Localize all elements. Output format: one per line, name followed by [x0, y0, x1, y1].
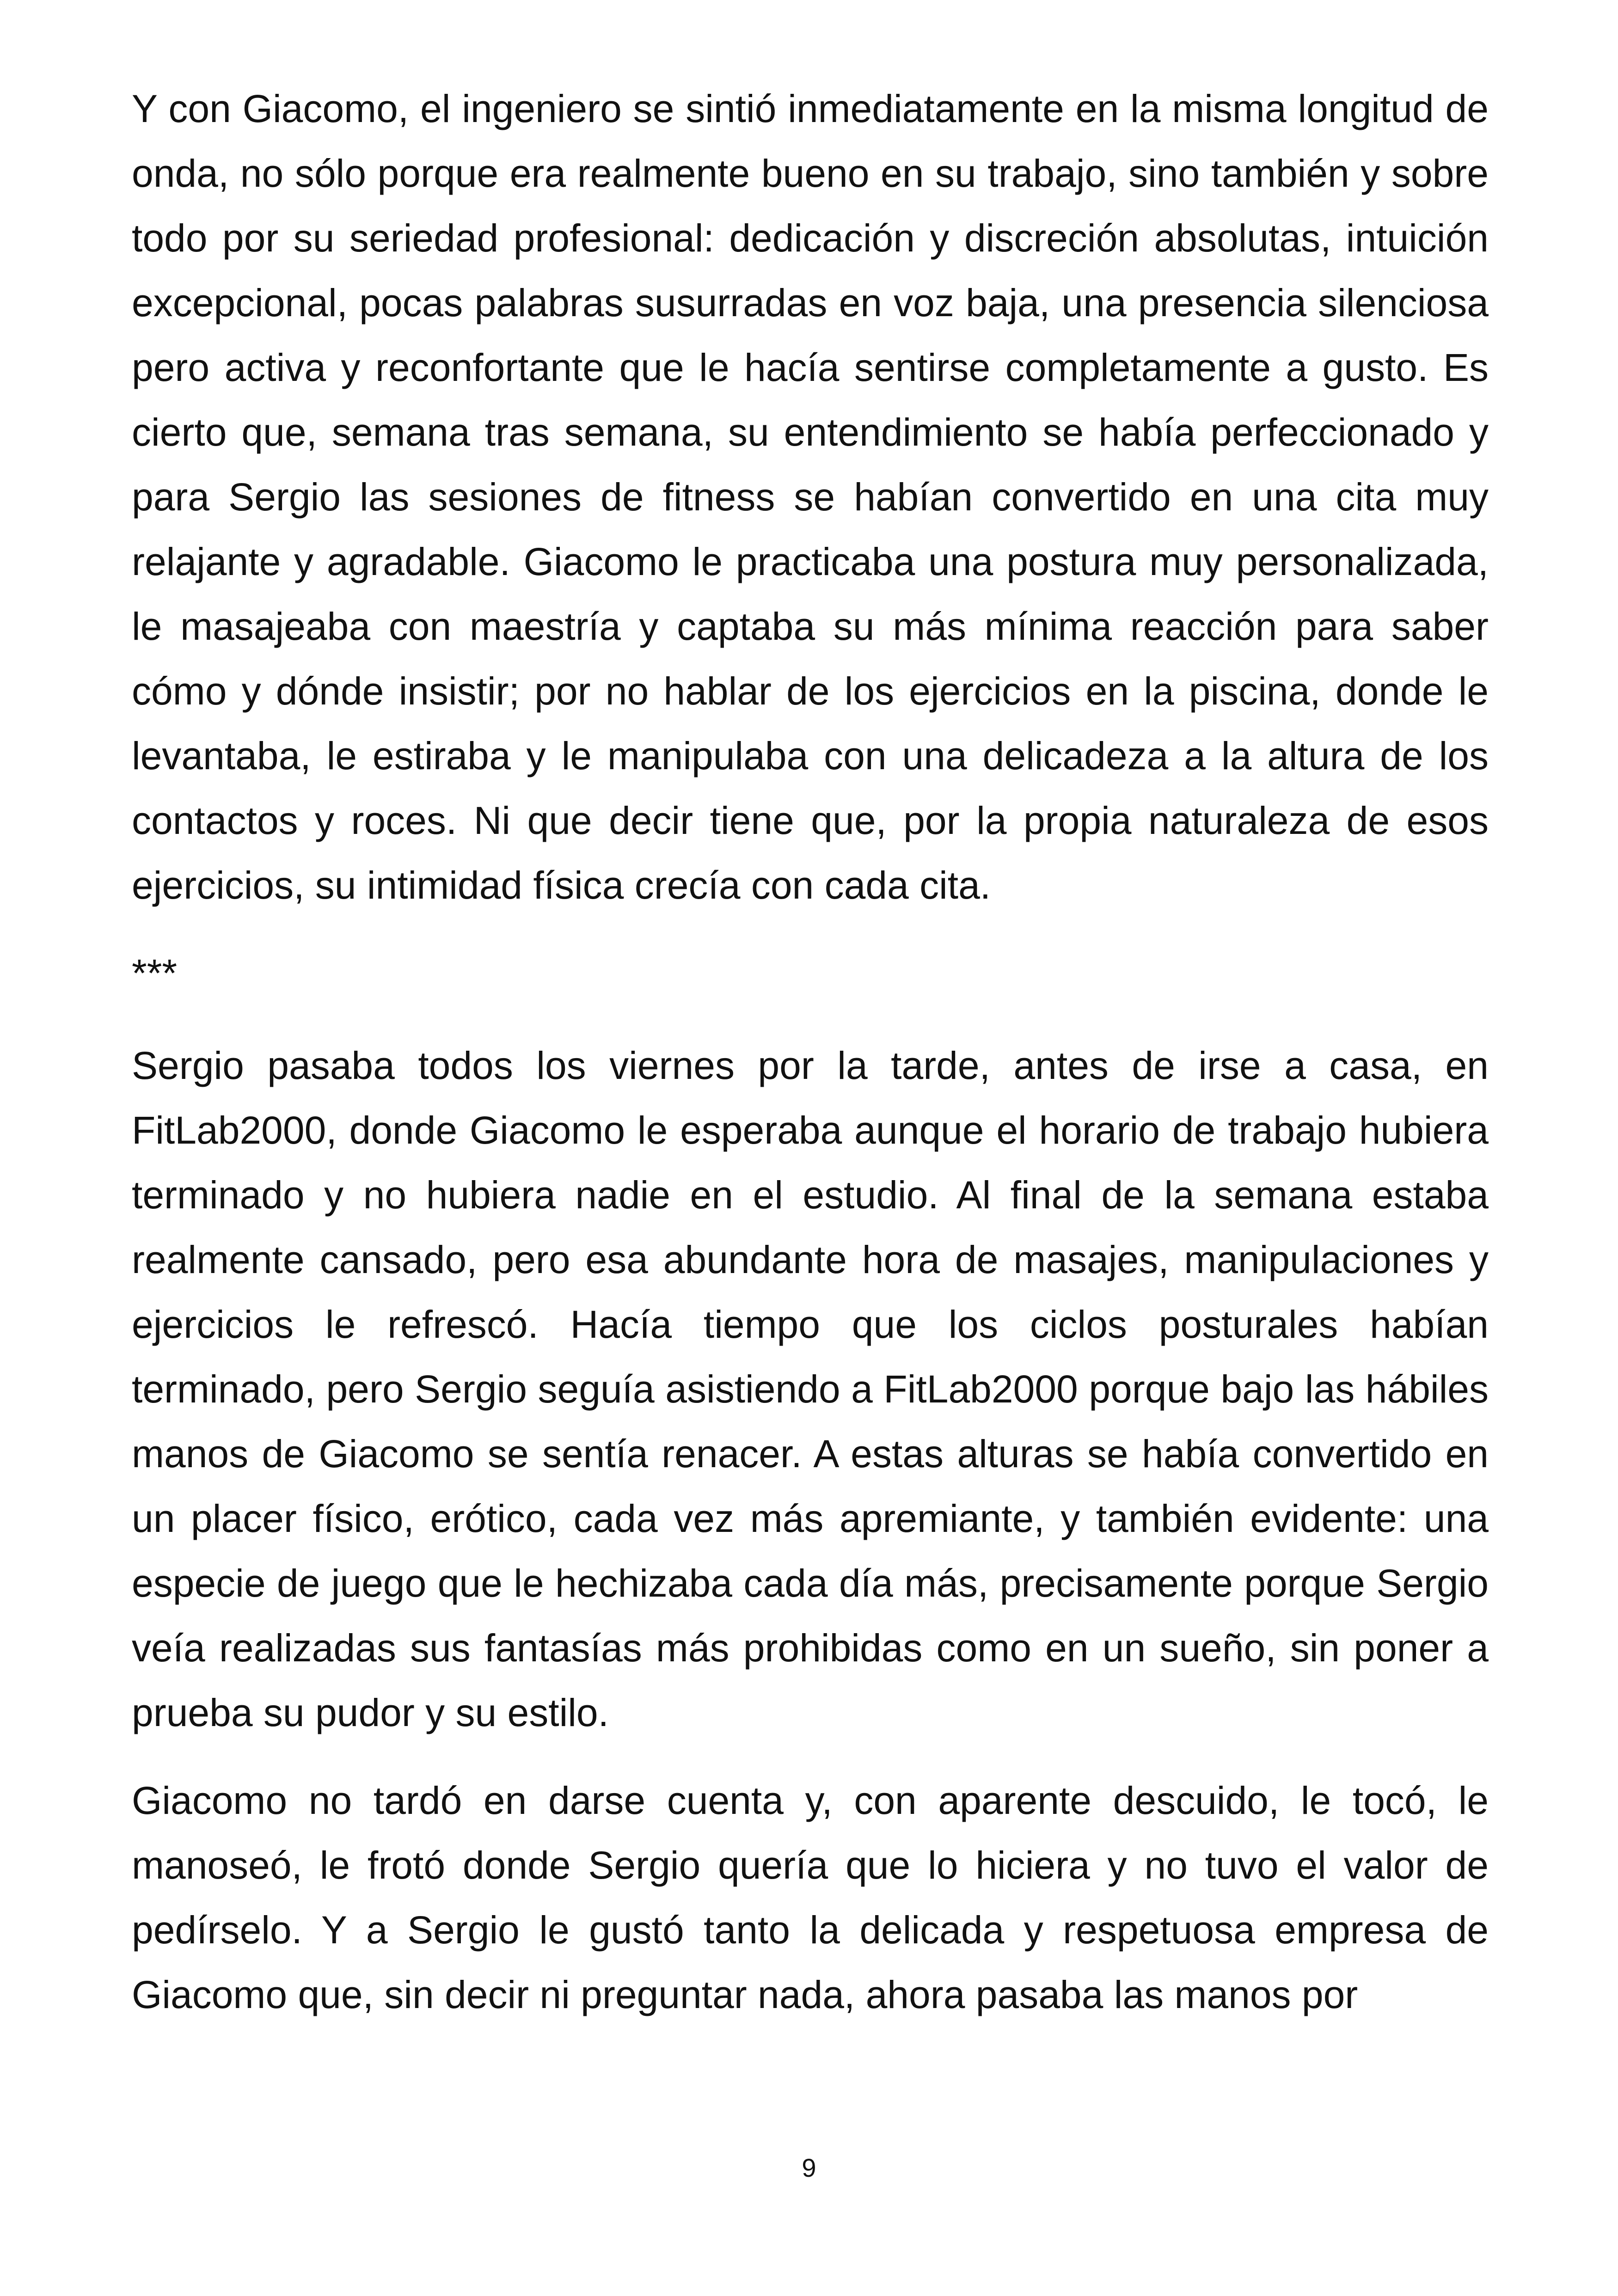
page-number: 9 — [802, 2153, 816, 2182]
paragraph-2: Sergio pasaba todos los viernes por la tarde, antes de irse a casa, en FitLab2000, donde Giacomo le esperaba aunque el horario de trabajo hubiera terminado y no hubiera nadie en el estudio. Al final de la semana estaba realmente cansado, pero esa abundante hora de masajes, manipulaciones y ejercicios le refrescó. Hacía tiempo que los ciclos posturales habían terminado, pero Sergio seguía asistiendo a FitLab2000 porque bajo las hábiles manos de Giacomo se sentía renacer. A estas alturas se había convertido en un placer físico, erótico, cada vez más apremiante, y también evidente: una especie de juego que le hechizaba cada día más, precisamente porque Sergio veía realizadas sus fantasías más prohibidas como en un sueño, sin poner a prueba su pudor y su estilo. — [132, 1044, 1489, 1734]
section-separator: *** — [132, 951, 178, 995]
paragraph-1: Y con Giacomo, el ingeniero se sintió inmediatamente en la misma longitud de onda, no sólo porque era realmente bueno en su trabajo, sino también y sobre todo por su seriedad profesional: dedicación y discreción absolutas, intuición excepcional, pocas palabras susurradas en voz baja, una presencia silenciosa pero activa y reconfortante que le hacía sentirse completamente a gusto. Es cierto que, semana tras semana, su entendimiento se había perfeccionado y para Sergio las sesiones de fitness se habían convertido en una cita muy relajante y agradable. Giacomo le practicaba una postura muy personalizada, le masajeaba con maestría y captaba su más mínima reacción para saber cómo y dónde insistir; por no hablar de los ejercicios en la piscina, donde le levantaba, le estiraba y le manipulaba con una delicadeza a la altura de los contactos y roces. Ni que decir tiene que, por la propia naturaleza de esos ejercicios, su intimidad física crecía con cada cita. — [132, 87, 1489, 907]
body-text — [132, 76, 1489, 2027]
paragraph-3: Giacomo no tardó en darse cuenta y, con aparente descuido, le tocó, le manoseó, le frotó donde Sergio quería que lo hiciera y no tuvo el valor de pedírselo. Y a Sergio le gustó tanto la delicada y respetuosa empresa de Giacomo que, sin decir ni preguntar nada, ahora pasaba las manos por — [132, 1779, 1489, 2016]
